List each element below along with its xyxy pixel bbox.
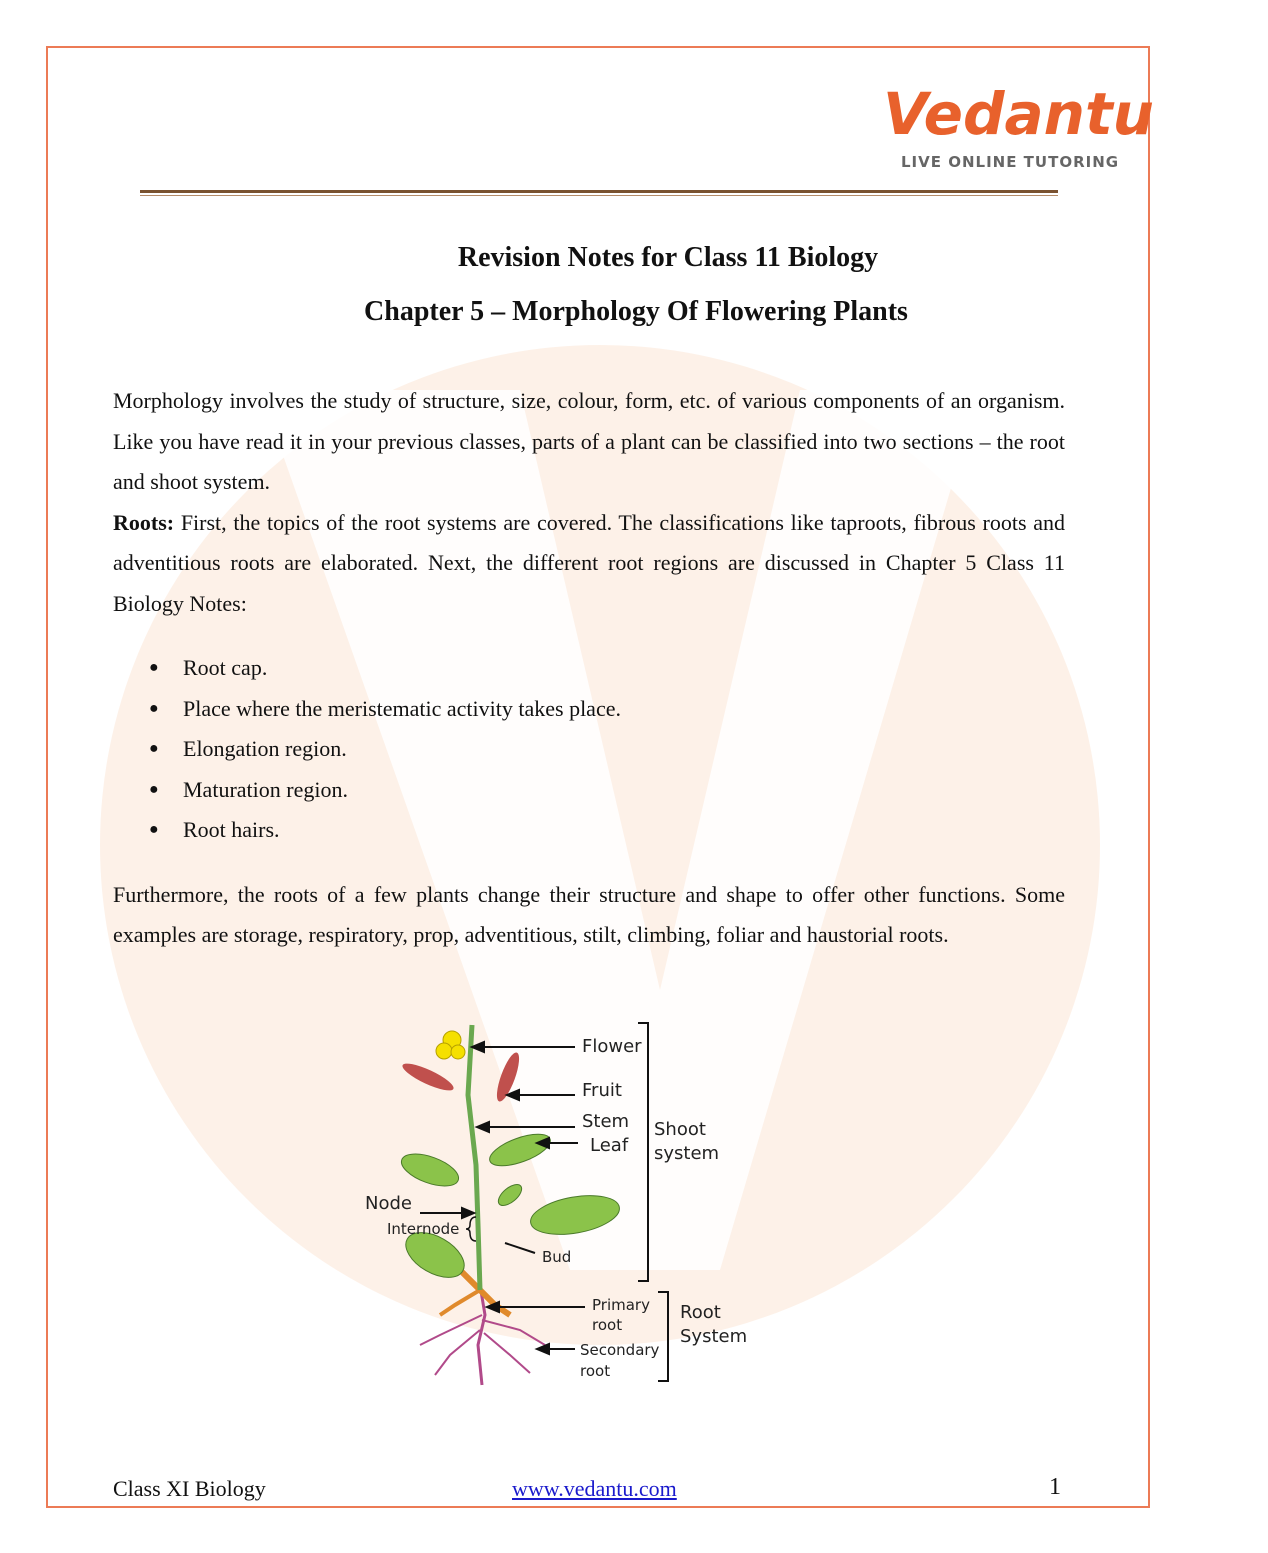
footer-website-link[interactable]: www.vedantu.com — [512, 1476, 677, 1501]
flower-drawing — [436, 1031, 465, 1059]
shoot-bracket — [638, 1023, 648, 1281]
header-rule — [140, 190, 1058, 193]
page-title: Revision Notes for Class 11 Biology — [457, 242, 879, 273]
list-item: ● Root cap. — [183, 648, 1065, 689]
page-number: 1 — [1049, 1474, 1061, 1500]
label-secondary-root: Secondary — [580, 1341, 660, 1359]
root-regions-list — [113, 648, 1065, 851]
label-primary-root-2: root — [592, 1316, 623, 1334]
label-shoot-system: Shoot — [654, 1119, 706, 1140]
stem-drawing — [468, 1025, 480, 1290]
root-drawing — [420, 1270, 545, 1385]
roots-paragraph — [113, 503, 1065, 625]
label-bud: Bud — [542, 1248, 572, 1266]
root-bracket — [658, 1292, 668, 1381]
footer-class-label: Class XI Biology — [113, 1476, 266, 1501]
label-stem: Stem — [582, 1111, 630, 1132]
list-item: ● Maturation region. — [183, 770, 1065, 811]
label-primary-root: Primary — [592, 1296, 650, 1314]
main-content — [113, 381, 1065, 956]
leaf-drawing — [397, 1128, 622, 1287]
list-item: ● Root hairs. — [183, 810, 1065, 851]
roots-label: Roots: — [113, 509, 175, 535]
label-secondary-root-2: root — [580, 1362, 611, 1380]
header-rule-thin — [140, 195, 1058, 196]
roots-text: First, the topics of the root systems are covered. The classifications like taproots, fibrous roots and adventitious roots are elaborated. Next, the different root regions are discussed in Chapter 5 Class 11 Biology Notes: — [113, 509, 1065, 616]
label-leaf: Leaf — [590, 1135, 629, 1156]
logo-tagline: LIVE ONLINE TUTORING — [901, 153, 1120, 171]
vedantu-logo — [883, 72, 1154, 172]
label-root-system: Root — [680, 1302, 721, 1323]
internode-brace — [466, 1217, 476, 1241]
plant-diagram — [360, 1015, 760, 1395]
label-shoot-system-2: system — [654, 1143, 720, 1164]
chapter-title: Chapter 5 – Morphology Of Flowering Plants — [364, 296, 908, 327]
label-root-system-2: System — [680, 1326, 748, 1347]
list-item: ● Place where the meristematic activity takes place. — [183, 689, 1065, 730]
label-internode: Internode — [387, 1220, 460, 1238]
furthermore-paragraph: Furthermore, the roots of a few plants change their structure and shape to offer other functions. Some examples are storage, respiratory, prop, adventitious, stilt, climbing, foliar and haustorial roots. — [113, 881, 1065, 947]
label-node: Node — [365, 1193, 412, 1214]
logo-wordmark: Vedantu — [883, 80, 1154, 148]
intro-paragraph: Morphology involves the study of structure, size, colour, form, etc. of various components of an organism. Like you have read it in your previous classes, parts of a plant can be classified into two sections – the root and shoot system. — [113, 388, 1065, 494]
label-flower: Flower — [582, 1036, 642, 1057]
list-item: ● Elongation region. — [183, 729, 1065, 770]
label-fruit: Fruit — [582, 1080, 622, 1101]
